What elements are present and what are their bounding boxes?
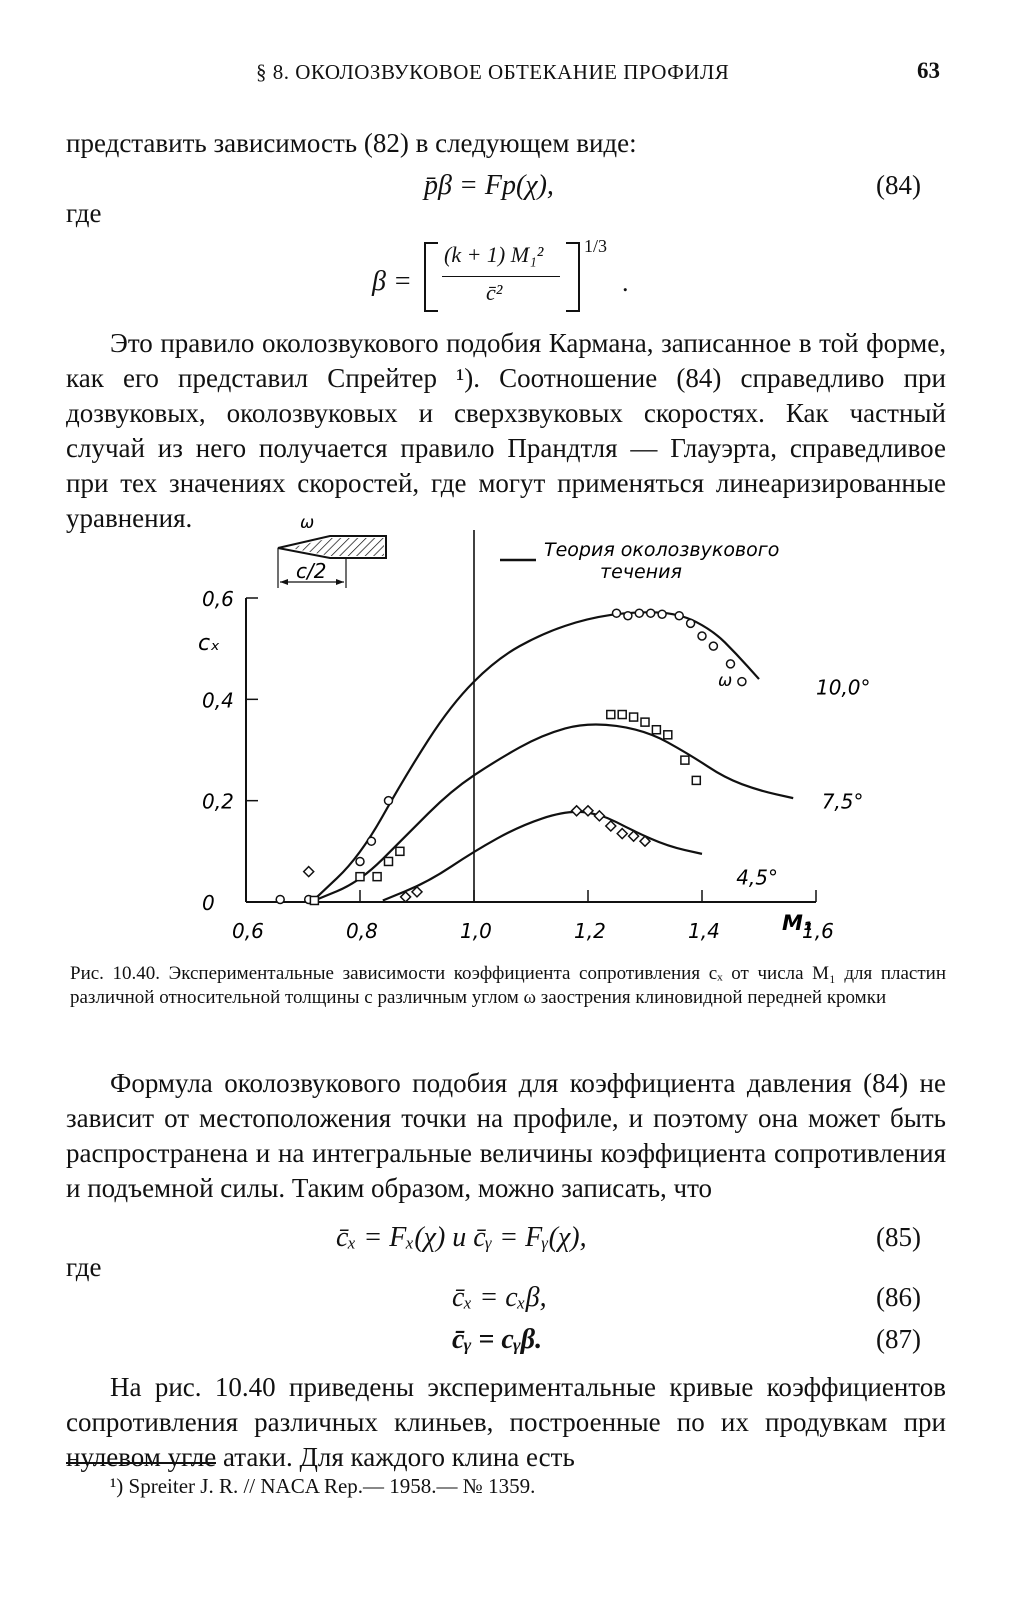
curve-group-label: ω (718, 671, 733, 691)
paragraph-2: Формула околозвукового подобия для коэффициента давления (84) не зависит от местоположения точки на профиле, и поэтому она может быть распространена и на интегральные величины коэффициента сопротивления и подъемной силы. Таким образом, можно записать, что (66, 1068, 946, 1203)
left-bracket (424, 242, 438, 312)
theory-curve-2 (383, 812, 702, 901)
y-tick-label: 0 (202, 891, 215, 915)
x-tick-label: 0,6 (232, 919, 264, 943)
running-header (66, 56, 946, 92)
x-axis-label: M₁ (782, 911, 813, 935)
data-point-circle (635, 609, 643, 617)
data-point-square (385, 857, 393, 865)
data-point-diamond (617, 829, 627, 839)
equation-85: c̄ₓ = Fₓ(χ) и c̄ᵧ = Fᵧ(χ), (336, 1222, 587, 1253)
data-point-diamond (606, 821, 616, 831)
beta-formula: β = (k + 1) M₁² c̄² 1/3 . (372, 236, 632, 316)
chart-points (276, 609, 746, 904)
data-point-circle (698, 632, 706, 640)
data-point-circle (709, 642, 717, 650)
data-point-square (373, 873, 381, 881)
data-point-circle (356, 857, 364, 865)
data-point-diamond (572, 806, 582, 816)
where-label-2: где (66, 1252, 102, 1282)
data-point-circle (613, 609, 621, 617)
data-point-circle (738, 678, 746, 686)
data-point-diamond (304, 867, 314, 877)
half-chord-label: c/2 (296, 559, 327, 583)
equation-84-number: (84) (876, 170, 921, 200)
legend-text-2: течения (600, 561, 682, 583)
data-point-square (652, 726, 660, 734)
x-tick-label: 1,0 (460, 919, 492, 943)
x-tick-label: 0,8 (346, 919, 378, 943)
equation-87-number: (87) (876, 1324, 921, 1354)
data-point-circle (727, 660, 735, 668)
data-point-circle (647, 609, 655, 617)
data-point-square (664, 731, 672, 739)
data-point-circle (658, 610, 666, 618)
paragraph-1: Это правило околозвукового подобия Кармана, записанное в той форме, как его представил Спрейтер ¹). Соотношение (84) справедливо при дозвуковых, околозвуковых и сверхзвуковых скоростях. Как частный случай из него получается правило Прандтля — Глауэрта, справедливое при тех значениях скоростей, где могут применяться линеаризированные уравнения. (66, 328, 946, 533)
theory-curve-1 (314, 725, 793, 901)
footnote-rule (66, 1462, 216, 1464)
where-label-1: где (66, 198, 102, 228)
y-tick-label: 0,4 (202, 688, 234, 713)
y-tick-label: 0,6 (202, 587, 234, 611)
data-point-circle (385, 797, 393, 805)
beta-denominator: c̄² (486, 280, 503, 305)
data-point-circle (276, 895, 284, 903)
equation-87: c̄ᵧ = cᵧβ. (452, 1324, 543, 1355)
equation-85-number: (85) (876, 1222, 921, 1252)
wedge-sketch-icon (278, 536, 386, 588)
chart-labels (736, 675, 870, 889)
beta-numerator: (k + 1) M₁² (444, 242, 544, 267)
chart-axes (246, 530, 816, 902)
right-bracket (566, 242, 580, 312)
data-point-square (630, 713, 638, 721)
y-tick-label: 0,2 (202, 789, 234, 814)
data-point-circle (367, 837, 375, 845)
data-point-square (607, 711, 615, 719)
data-point-square (310, 896, 318, 904)
equation-84: p̄β = Fp(χ), (424, 170, 554, 201)
equation-86: c̄ₓ = cₓβ, (452, 1282, 547, 1313)
footnote: ¹) Spreiter J. R. // NACA Rep.— 1958.— № 1359. (110, 1474, 536, 1498)
curve-label-2: 4,5° (736, 865, 779, 890)
drag-coefficient-chart (190, 510, 871, 960)
legend-text-1: Теория околозвукового (544, 539, 780, 561)
y-axis-label: cₓ (198, 631, 220, 656)
beta-lhs: β = (372, 266, 412, 297)
data-point-circle (687, 619, 695, 627)
data-point-circle (624, 612, 632, 620)
data-point-circle (675, 612, 683, 620)
curve-label-0: 10,0° (816, 675, 871, 700)
figure-caption: Рис. 10.40. Экспериментальные зависимости коэффициента сопротивления cₓ от числа M₁ для пластин различной относительной толщины с различным углом ω заострения клиновидной передней кромки (70, 963, 946, 1008)
x-tick-label: 1,2 (574, 919, 606, 943)
data-point-square (396, 847, 404, 855)
data-point-square (641, 718, 649, 726)
data-point-square (681, 756, 689, 764)
data-point-square (618, 711, 626, 719)
fraction-bar (442, 276, 560, 277)
data-point-square (356, 873, 364, 881)
intro-line: представить зависимость (82) в следующем виде: (66, 128, 637, 158)
data-point-diamond (594, 811, 604, 821)
page-number: 63 (917, 58, 940, 83)
section-title: § 8. ОКОЛОЗВУКОВОЕ ОБТЕКАНИЕ ПРОФИЛЯ (256, 60, 730, 84)
paragraph-3: На рис. 10.40 приведены экспериментальные кривые коэффициентов сопротивления различных клиньев, построенные по их продувкам при нулевом угле атаки. Для каждого клина есть (66, 1372, 946, 1472)
data-point-square (692, 776, 700, 784)
x-tick-label: 1,6 (802, 919, 834, 943)
omega-label: ω (300, 513, 315, 533)
chart-ticks (202, 587, 834, 943)
beta-exponent: 1/3 (584, 236, 608, 256)
curve-label-1: 7,5° (821, 789, 864, 814)
x-tick-label: 1,4 (688, 919, 720, 943)
equation-86-number: (86) (876, 1282, 921, 1312)
